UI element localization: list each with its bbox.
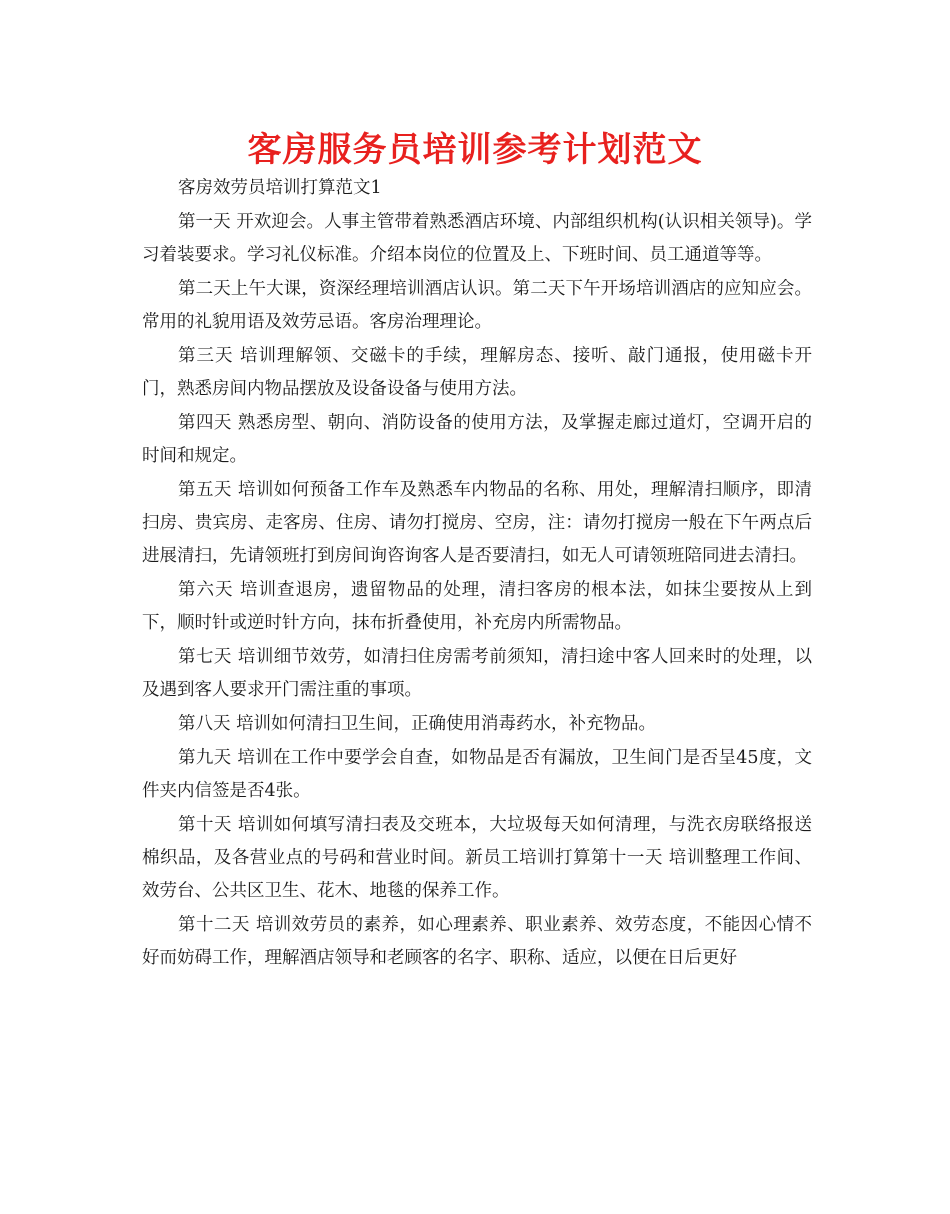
paragraph-day-5: 第五天 培训如何预备工作车及熟悉车内物品的名称、用处，理解清扫顺序，即清扫房、贵宾房、走客房、住房、请勿打搅房、空房，注：请勿打搅房一般在下午两点后进展清扫，先请领班打到房间询咨询客人是否要清扫，如无人可请领班陪同进去清扫。 — [142, 480, 812, 566]
paragraph-day-1: 第一天 开欢迎会。人事主管带着熟悉酒店环境、内部组织机构(认识相关领导)。学习着装要求。学习礼仪标准。介绍本岗位的位置及上、下班时间、员工通道等等。 — [142, 212, 812, 265]
paragraph-day-6: 第六天 培训查退房，遗留物品的处理，清扫客房的根本法，如抹尘要按从上到下，顺时针或逆时针方向，抹布折叠使用，补充房内所需物品。 — [142, 580, 812, 633]
paragraph-day-2: 第二天上午大课，资深经理培训酒店认识。第二天下午开场培训酒店的应知应会。常用的礼貌用语及效劳忌语。客房治理理论。 — [142, 279, 812, 332]
paragraph-day-3: 第三天 培训理解领、交磁卡的手续，理解房态、接听、敲门通报，使用磁卡开门，熟悉房间内物品摆放及设备设备与使用方法。 — [142, 346, 812, 399]
document-title: 客房服务员培训参考计划范文 — [247, 130, 703, 170]
paragraph-day-9: 第九天 培训在工作中要学会自查，如物品是否有漏放，卫生间门是否呈45度，文件夹内信签是否4张。 — [142, 748, 812, 801]
paragraph-day-12: 第十二天 培训效劳员的素养，如心理素养、职业素养、效劳态度，不能因心情不好而妨碍工作，理解酒店领导和老顾客的名字、职称、适应，以便在日后更好 — [142, 915, 812, 968]
paragraph-subtitle: 客房效劳员培训打算范文1 — [178, 178, 382, 198]
paragraph-day-7: 第七天 培训细节效劳，如清扫住房需考前须知，清扫途中客人回来时的处理，以及遇到客人要求开门需注重的事项。 — [142, 647, 812, 700]
paragraph-day-8: 第八天 培训如何清扫卫生间，正确使用消毒药水，补充物品。 — [178, 714, 657, 734]
paragraph-day-4: 第四天 熟悉房型、朝向、消防设备的使用方法，及掌握走廊过道灯，空调开启的时间和规定。 — [142, 413, 812, 466]
document-body — [142, 172, 812, 976]
paragraph-day-10: 第十天 培训如何填写清扫表及交班本，大垃圾每天如何清理，与洗衣房联络报送棉织品，及各营业点的号码和营业时间。新员工培训打算第十一天 培训整理工作间、效劳台、公共区卫生、花木、地毯的保养工作。 — [142, 815, 812, 901]
